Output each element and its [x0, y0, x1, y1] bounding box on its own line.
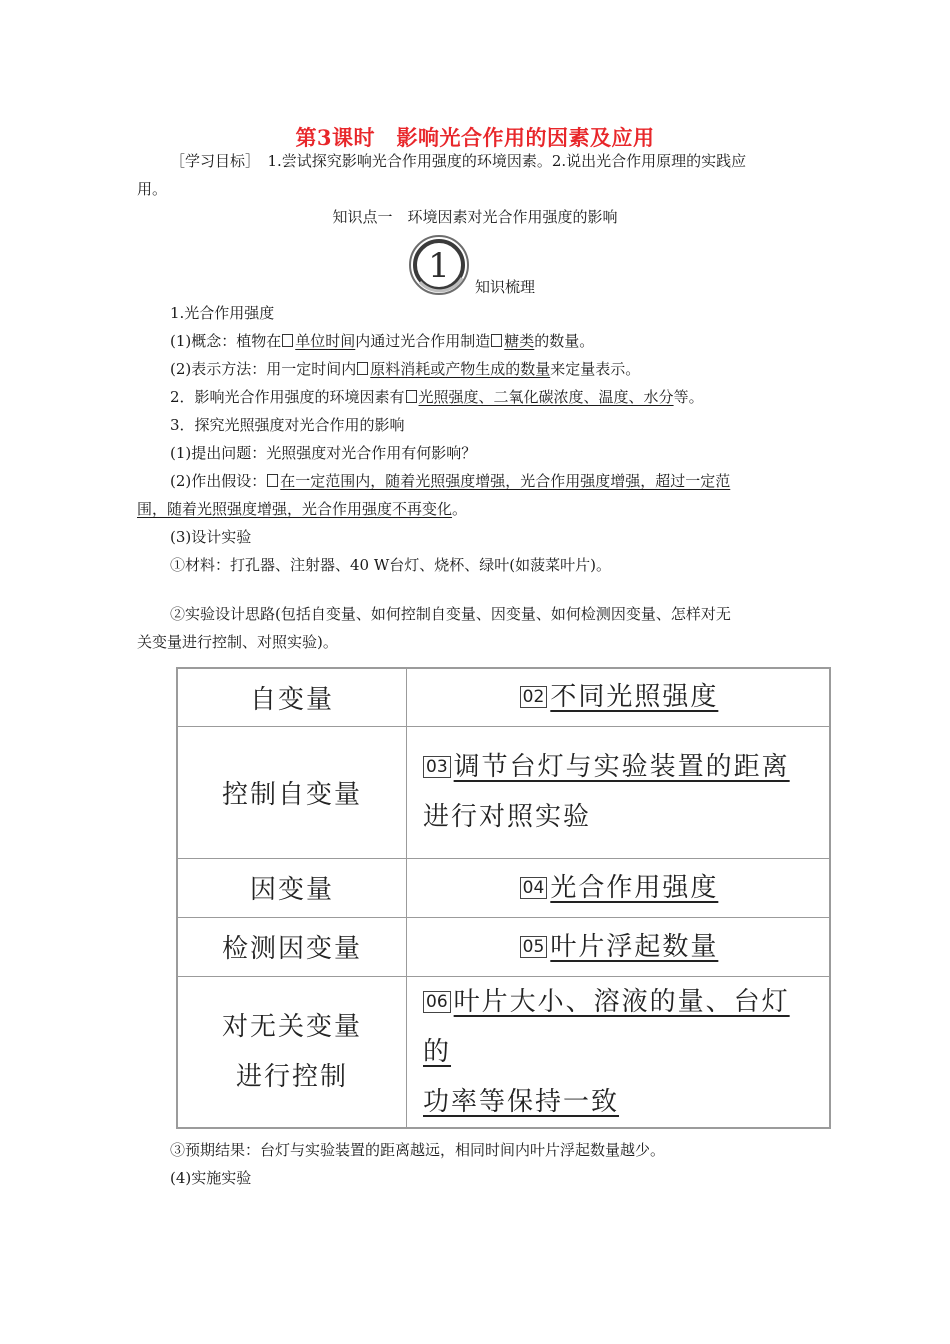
- badge-label: 知识梳理: [475, 278, 536, 296]
- objectives-line-2: 用。: [137, 180, 168, 198]
- item-expected: ③预期结果：台灯与实验装置的距离越远，相同时间内叶片浮起数量越少。: [170, 1141, 666, 1159]
- table-row: [177, 917, 830, 976]
- blank-box-icon: [406, 390, 417, 403]
- item-question: (1)提出问题：光照强度对光合作用有何影响？: [170, 444, 477, 462]
- blank-box-icon: [282, 334, 293, 347]
- table-value: 06 叶片大小、溶液的量、台灯的 功率等保持一致: [407, 976, 831, 1128]
- item-factors: 2．影响光合作用强度的环境因素有 光照强度、二氧化碳浓度、温度、水分等。: [170, 388, 704, 406]
- item-concept: (1)概念：植物在 单位时间内通过光合作用制造 糖类的数量。: [170, 332, 595, 350]
- table-value: 02 不同光照强度: [407, 668, 831, 726]
- item-hypothesis: (2)作出假设： 在一定范围内，随着光照强度增强，光合作用强度增强，超过一定范: [170, 472, 731, 490]
- table-value: 04 光合作用强度: [407, 858, 831, 917]
- section-number-badge-icon: [408, 234, 470, 296]
- table-label: 检测因变量: [177, 917, 407, 976]
- blank-box-icon: [491, 334, 502, 347]
- item-materials: ①材料：打孔器、注射器、40 W台灯、烧杯、绿叶(如菠菜叶片)。: [170, 556, 611, 574]
- item-implement: (4)实施实验: [170, 1169, 252, 1187]
- table-value: 03 调节台灯与实验装置的距离 进行对照实验: [407, 726, 831, 858]
- experiment-design-table: [176, 667, 831, 1129]
- table-row: [177, 976, 830, 1128]
- item-strength: 1.光合作用强度: [170, 304, 275, 322]
- lesson-title: 第3课时 影响光合作用的因素及应用: [295, 125, 655, 150]
- answer-number: 04: [520, 877, 548, 899]
- blank-box-icon: [357, 362, 368, 375]
- table-label: 自变量: [177, 668, 407, 726]
- item-design: (3)设计实验: [170, 528, 252, 546]
- table-label: 对无关变量 进行控制: [177, 976, 407, 1128]
- table-label: 因变量: [177, 858, 407, 917]
- item-hypothesis-cont: 围，随着光照强度增强，光合作用强度不再变化。: [137, 500, 468, 518]
- table-row: [177, 858, 830, 917]
- item-method: (2)表示方法：用一定时间内 原料消耗或产物生成的数量来定量表示。: [170, 360, 641, 378]
- table-row: [177, 668, 830, 726]
- item-design-idea-cont: 关变量进行控制、对照实验)。: [137, 633, 338, 651]
- item-explore: 3．探究光照强度对光合作用的影响: [170, 416, 405, 434]
- answer-number: 06: [423, 991, 451, 1013]
- answer-number: 05: [520, 936, 548, 958]
- table-label: 控制自变量: [177, 726, 407, 858]
- objectives-line-1: ［学习目标］ 1.尝试探究影响光合作用强度的环境因素。2.说出光合作用原理的实践应: [170, 152, 747, 170]
- table-row: [177, 726, 830, 858]
- answer-number: 03: [423, 756, 451, 778]
- section-heading: 知识点一 环境因素对光合作用强度的影响: [332, 208, 618, 226]
- table-value: 05 叶片浮起数量: [407, 917, 831, 976]
- item-design-idea: ②实验设计思路(包括自变量、如何控制自变量、因变量、如何检测因变量、怎样对无: [170, 605, 731, 623]
- blank-box-icon: [267, 474, 278, 487]
- answer-number: 02: [520, 686, 548, 708]
- badge-number: 1: [428, 246, 450, 286]
